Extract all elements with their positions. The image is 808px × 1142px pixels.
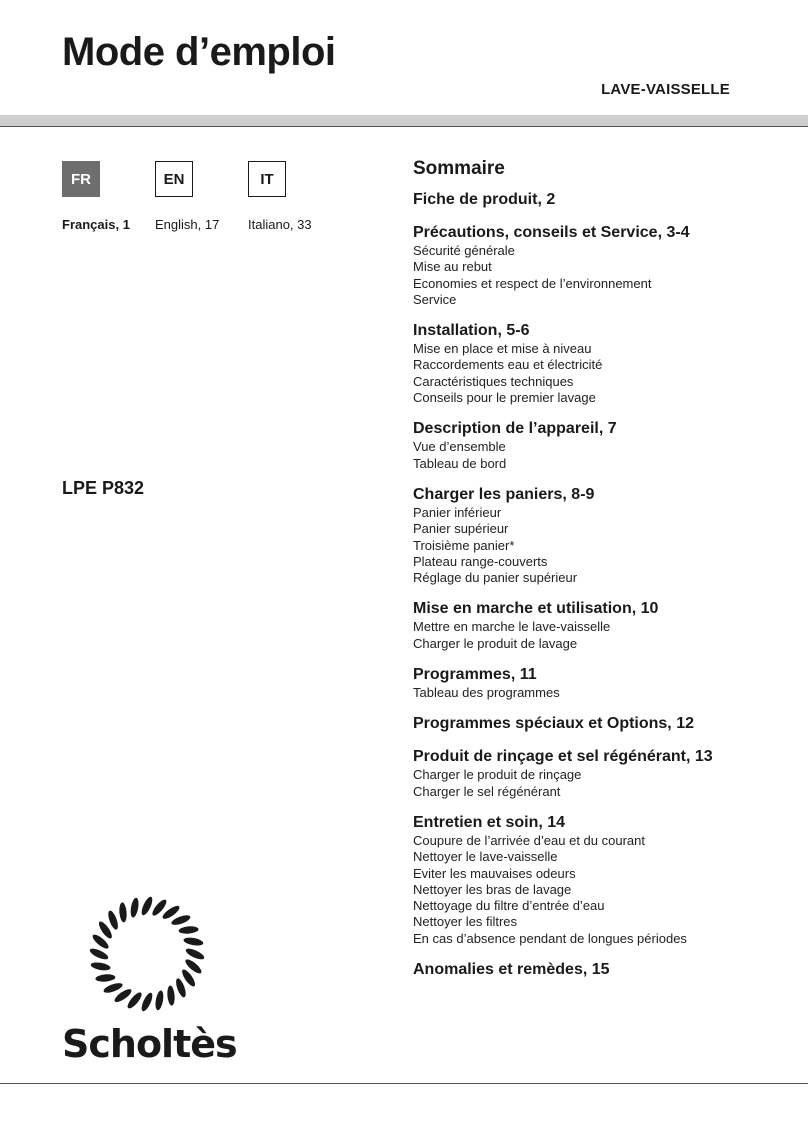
- sun-ray: [174, 977, 188, 998]
- toc-subitem[interactable]: Mise au rebut: [413, 259, 492, 275]
- sun-ray: [183, 936, 204, 947]
- toc-subitem[interactable]: En cas d’absence pendant de longues périodes: [413, 930, 687, 946]
- sun-ray: [184, 947, 205, 962]
- toc-subitem[interactable]: Vue d’ensemble: [413, 439, 506, 455]
- toc-section: [413, 714, 793, 734]
- toc-heading[interactable]: Anomalies et remèdes, 15: [413, 961, 610, 979]
- toc-subitem[interactable]: Troisième panier*: [413, 537, 515, 553]
- toc-subitem[interactable]: Plateau range-couverts: [413, 553, 548, 569]
- toc-subitem[interactable]: Charger le produit de rinçage: [413, 767, 582, 783]
- toc-section: [413, 599, 793, 652]
- language-label-en: English, 17: [155, 217, 220, 232]
- sun-ray: [106, 909, 120, 930]
- toc-section: [413, 485, 793, 586]
- sun-ray: [102, 981, 123, 995]
- toc-subitem[interactable]: Tableau de bord: [413, 455, 507, 471]
- toc-subitem[interactable]: Eviter les mauvaises odeurs: [413, 865, 576, 881]
- toc-subitem[interactable]: Mise en place et mise à niveau: [413, 341, 592, 357]
- toc-subitem[interactable]: Tableau des programmes: [413, 685, 560, 701]
- toc-subitem[interactable]: Coupure de l’arrivée d’eau et du courant: [413, 832, 645, 848]
- brand-name: Scholtès: [62, 1022, 237, 1066]
- language-label-it: Italiano, 33: [248, 217, 312, 232]
- sun-ray: [129, 897, 140, 918]
- toc-subitem[interactable]: Réglage du panier supérieur: [413, 570, 578, 586]
- toc-subitem[interactable]: Nettoyer les filtres: [413, 914, 518, 930]
- sun-ray: [140, 991, 155, 1012]
- toc-subitem[interactable]: Charger le sel régénérant: [413, 783, 561, 799]
- language-box-fr[interactable]: FR: [62, 161, 100, 197]
- toc-sections: [413, 190, 793, 980]
- toc-heading[interactable]: Charger les paniers, 8-9: [413, 485, 595, 503]
- sun-ray: [170, 913, 191, 927]
- toc-heading[interactable]: Précautions, conseils et Service, 3-4: [413, 224, 690, 241]
- toc-heading[interactable]: Programmes, 11: [413, 666, 537, 684]
- sun-ray: [167, 985, 176, 1006]
- toc-subitem[interactable]: Charger le produit de lavage: [413, 635, 578, 651]
- toc-section: [413, 960, 793, 980]
- sun-ray: [154, 990, 165, 1011]
- language-label-fr: Français, 1: [62, 217, 130, 232]
- toc-heading[interactable]: Mise en marche et utilisation, 10: [413, 600, 659, 618]
- toc-subitem[interactable]: Raccordements eau et électricité: [413, 357, 603, 373]
- toc-section: [413, 321, 793, 406]
- toc-heading[interactable]: Fiche de produit, 2: [413, 191, 556, 208]
- toc-section: [413, 223, 793, 308]
- toc-subitem[interactable]: Economies et respect de l’environnement: [413, 275, 652, 291]
- page-title: Mode d’emploi: [62, 30, 336, 74]
- sun-burst-logo-icon: [62, 890, 232, 1020]
- toc-heading[interactable]: Entretien et soin, 14: [413, 813, 566, 831]
- brand-logo: [62, 890, 237, 1070]
- language-box-it[interactable]: IT: [248, 161, 286, 197]
- product-category: LAVE-VAISSELLE: [601, 81, 730, 98]
- toc-subitem[interactable]: Mettre en marche le lave-vaisselle: [413, 619, 611, 635]
- sun-ray: [119, 902, 128, 923]
- sun-ray: [90, 961, 111, 972]
- toc-section: [413, 665, 793, 701]
- toc-section: [413, 813, 793, 947]
- toc-section: [413, 419, 793, 472]
- sun-ray: [88, 947, 109, 962]
- toc-subitem[interactable]: Panier supérieur: [413, 521, 509, 537]
- toc-heading[interactable]: Produit de rinçage et sel régénérant, 13: [413, 748, 713, 766]
- toc-subitem[interactable]: Caractéristiques techniques: [413, 373, 574, 389]
- toc-section: [413, 747, 793, 800]
- toc-title: Sommaire: [413, 158, 505, 179]
- toc-subitem[interactable]: Service: [413, 291, 457, 307]
- toc-subitem[interactable]: Panier inférieur: [413, 504, 502, 520]
- toc-subitem[interactable]: Sécurité générale: [413, 243, 515, 258]
- language-box-en[interactable]: EN: [155, 161, 193, 197]
- toc-subitem[interactable]: Nettoyer le lave-vaisselle: [413, 849, 558, 865]
- sun-ray: [95, 974, 116, 983]
- toc-heading[interactable]: Programmes spéciaux et Options, 12: [413, 715, 694, 733]
- model-number: LPE P832: [62, 478, 145, 498]
- toc-heading[interactable]: Description de l’appareil, 7: [413, 420, 617, 438]
- header-band: [0, 115, 808, 127]
- sun-ray: [178, 926, 199, 935]
- sun-ray: [140, 895, 155, 916]
- toc-subitem[interactable]: Nettoyer les bras de lavage: [413, 881, 572, 897]
- toc-subitem[interactable]: Nettoyage du filtre d’entrée d’eau: [413, 898, 605, 914]
- toc-heading[interactable]: Installation, 5-6: [413, 322, 530, 340]
- toc-subitem[interactable]: Conseils pour le premier lavage: [413, 390, 596, 406]
- toc-section: [413, 190, 793, 210]
- table-of-contents: [413, 156, 793, 993]
- footer-rule: [0, 1083, 808, 1084]
